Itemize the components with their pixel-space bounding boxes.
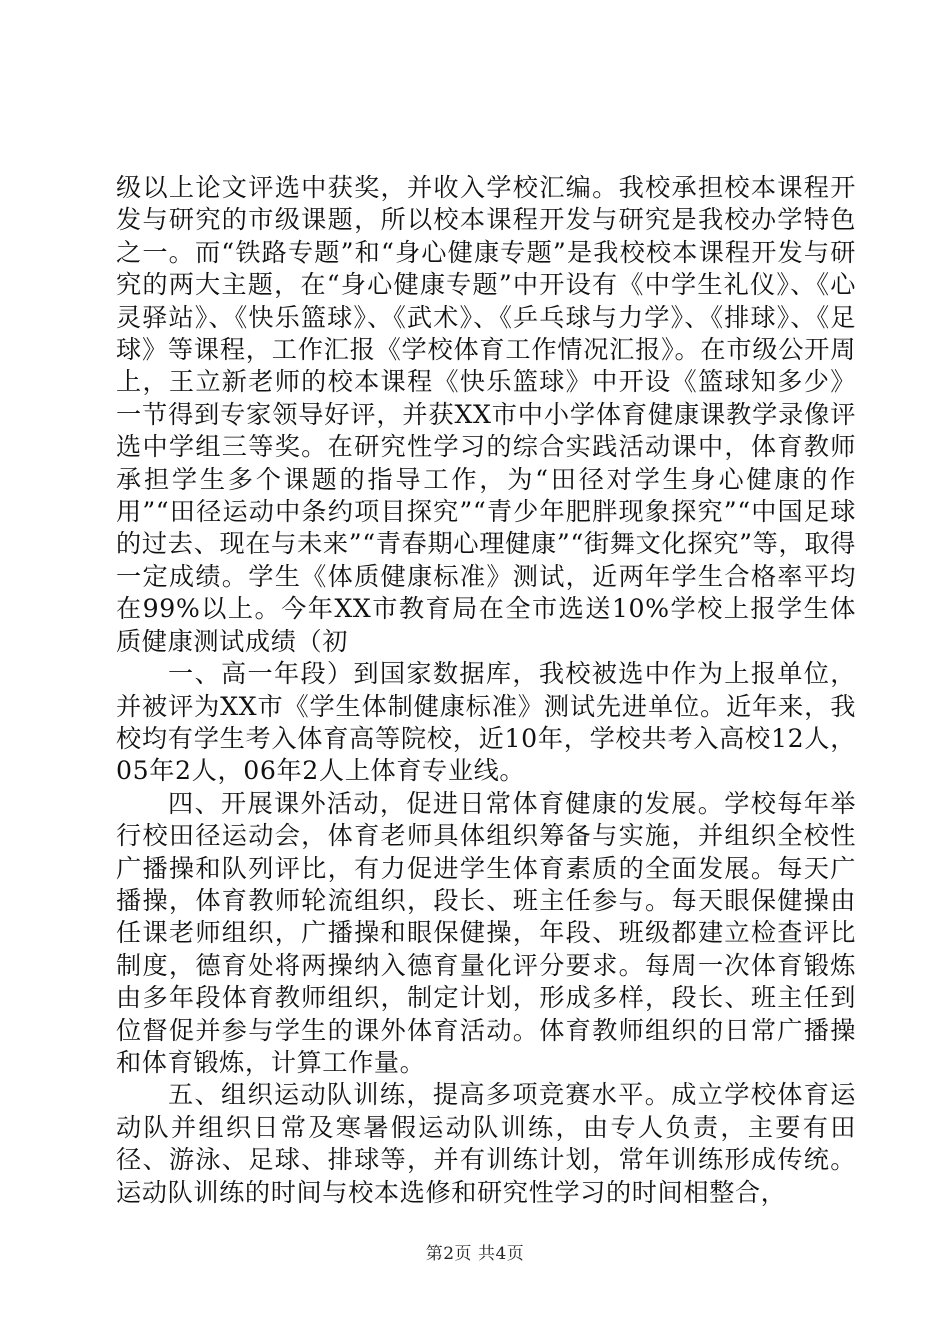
paragraph-3: 四、开展课外活动，促进日常体育健康的发展。学校每年举行校田径运动会，体育老师具体组织筹备与实施，并组织全校性广播操和队列评比，有力促进学生体育素质的全面发展。每天广播操，体育教师轮流组织，段长、班主任参与。每天眼保健操由任课老师组织，广播操和眼保健操，年段、班级都建立检查评比制度，德育处将两操纳入德育量化评分要求。每周一次体育锻炼由多年段体育教师组织，制定计划，形成多样，段长、班主任到位督促并参与学生的课外体育活动。体育教师组织的日常广播操和体育锻炼，计算工作量。	[116, 788, 856, 1077]
page-number-footer: 第2页 共4页	[425, 1244, 525, 1264]
document-body	[116, 172, 856, 1209]
paragraph-1: 级以上论文评选中获奖，并收入学校汇编。我校承担校本课程开发与研究的市级课题，所以校本课程开发与研究是我校办学特色之一。而“铁路专题”和“身心健康专题”是我校校本课程开发与研究的两大主题，在“身心健康专题”中开设有《中学生礼仪》、《心灵驿站》、《快乐篮球》、《武术》、《乒乓球与力学》、《排球》、《足球》等课程，工作汇报《学校体育工作情况汇报》。在市级公开周上，王立新老师的校本课程《快乐篮球》中开设《篮球知多少》一节得到专家领导好评，并获XX市中小学体育健康课教学录像评选中学组三等奖。在研究性学习的综合实践活动课中，体育教师承担学生多个课题的指导工作，为“田径对学生身心健康的作用”“田径运动中条约项目探究”“青少年肥胖现象探究”“中国足球的过去、现在与未来”“青春期心理健康”“街舞文化探究”等，取得一定成绩。学生《体质健康标准》测试，近两年学生合格率平均在99%以上。今年XX市教育局在全市选送10%学校上报学生体质健康测试成绩（初	[116, 173, 856, 656]
paragraph-2: 一、高一年段）到国家数据库，我校被选中作为上报单位，并被评为XX市《学生体制健康标准》测试先进单位。近年来，我校均有学生考入体育高等院校，近10年，学校共考入高校12人，05年2人，06年2人上体育专业线。	[116, 659, 856, 786]
paragraph-4: 五、组织运动队训练，提高多项竞赛水平。成立学校体育运动队并组织日常及寒暑假运动队训练，由专人负责，主要有田径、游泳、足球、排球等，并有训练计划，常年训练形成传统。运动队训练的时间与校本选修和研究性学习的时间相整合，	[116, 1080, 856, 1207]
